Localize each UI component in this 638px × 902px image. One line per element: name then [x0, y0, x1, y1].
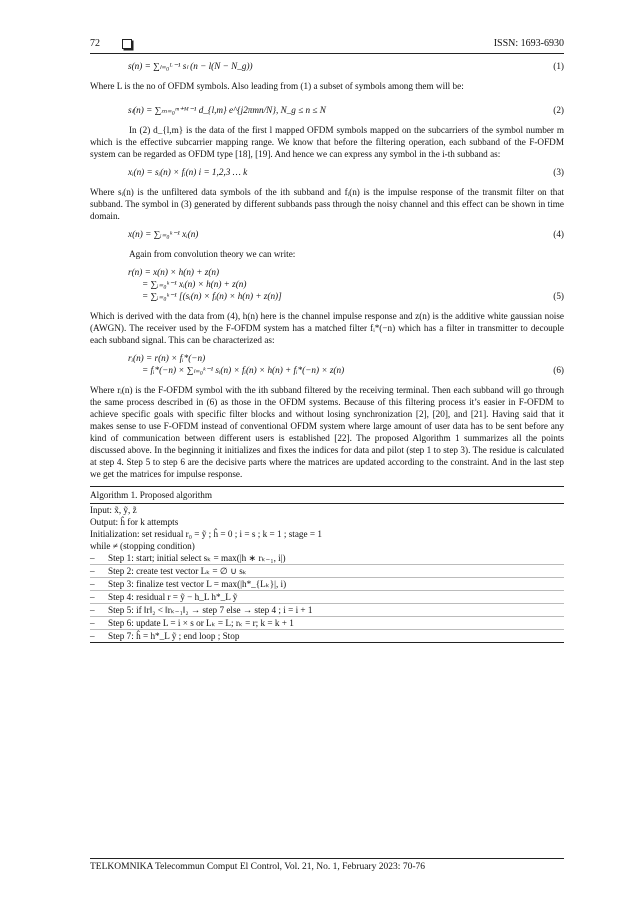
step-dash: – [90, 553, 95, 563]
equation-4 [90, 228, 564, 240]
step-dash: – [90, 631, 95, 641]
algorithm-input: Input: x̃, ỹ, z̃ [90, 505, 137, 515]
equation-6-number: (6) [553, 365, 564, 375]
step-text: Step 2: create test vector Lₖ = ∅ ∪ sₖ [108, 566, 247, 576]
algorithm-step [90, 590, 564, 603]
paragraph-3: Where sᵢ(n) is the unfiltered data symbols of the ith subband and fᵢ(n) is the impulse response of the transmit filter on that subband. The symbol in (3) generated by different subbands pass through the noisy channel and this effect can be shown in time domain. [90, 187, 564, 221]
equation-2 [90, 98, 564, 116]
equation-5-line-3: = ∑ᵢ₌₀ᵏ⁻¹ [(sᵢ(n) × fᵢ(n) × h(n) + z(n)] [142, 291, 282, 301]
equation-1-number: (1) [553, 61, 564, 71]
step-dash: – [90, 605, 95, 615]
page-number: 72 [90, 38, 100, 49]
algorithm-loop: while ≠ (stopping condition) [90, 541, 195, 551]
equation-6 [90, 352, 564, 376]
step-text: Step 3: finalize test vector L = max(|h*_{Lₖ}|, i) [108, 579, 287, 589]
algorithm-box [90, 486, 564, 643]
equation-6-line-2: = fᵢ*(−n) × ∑ₗ₌₀ᵏ⁻¹ sᵢ(n) × fᵢ(n) × h(n) + fᵢ*(−n) × z(n) [142, 365, 345, 375]
algorithm-init: Initialization: set residual r₀ = ỹ ; ĥ = 0 ; i = s ; k = 1 ; stage = 1 [90, 529, 322, 539]
box-icon [122, 39, 132, 49]
paragraph-5: Which is derived with the data from (4), h(n) here is the channel impulse response and z(n) is the additive white gaussian noise (AWGN). The receiver used by the F-OFDM system has a matched filter fᵢ*(−n) which has a filter in transmitter to decouple each subband signal. This can be characterized as: [90, 311, 564, 345]
algorithm-step [90, 564, 564, 577]
paragraph-4: Again from convolution theory we can write: [129, 249, 296, 259]
algorithm-title: Algorithm 1. Proposed algorithm [90, 487, 564, 504]
equation-6-line-1: rᵢ(n) = r(n) × fᵢ*(−n) [128, 353, 206, 363]
equation-2-number: (2) [553, 105, 564, 115]
step-text: Step 4: residual r = ỹ − h_L h*_L ỹ [108, 592, 238, 602]
equation-5-line-2: = ∑ᵢ₌₀ᵏ⁻¹ xᵢ(n) × h(n) + z(n) [142, 279, 247, 289]
algorithm-step [90, 552, 564, 564]
equation-3-text: xᵢ(n) = sᵢ(n) × fᵢ(n) i = 1,2,3 … k [128, 167, 248, 177]
algorithm-step [90, 616, 564, 629]
equation-4-number: (4) [553, 229, 564, 239]
equation-5-number: (5) [553, 291, 564, 301]
page-footer: TELKOMNIKA Telecommun Comput El Control, Vol. 21, No. 1, February 2023: 70-76 [90, 862, 425, 872]
equation-1-text: s(n) = ∑ₗ₌₀ᴸ⁻¹ sₗ (n − l(N − N_g)) [128, 61, 253, 71]
issn-label: ISSN: 1693-6930 [493, 38, 564, 49]
page-header [90, 38, 564, 52]
equation-5 [90, 266, 564, 302]
page-body [90, 60, 564, 643]
step-text: Step 1: start; initial select sₖ = max(|h ∗ rₖ₋₁, i|) [108, 553, 286, 563]
step-dash: – [90, 566, 95, 576]
algorithm-step [90, 603, 564, 616]
paragraph-1: Where L is the no of OFDM symbols. Also leading from (1) a subset of symbols among them will be: [90, 81, 464, 91]
paragraph-6: Where rᵢ(n) is the F-OFDM symbol with the ith subband filtered by the receiving terminal. Then each subband will go through the same process described in (6) as those in the OFDM systems. Because of this filtering process it’s easier in F-OFDM to achieve specific goals with specific filter blocks and without losing synchronization [2], [20], and [21]. Having said that it makes sense to use F-OFDM instead of conventional OFDM system where large amount of user data has to be sent before any kind of communication between different users is established [22]. The proposed Algorithm 1 summarizes all the points discussed above. In the beginning it initializes and fixes the indices for data and pilot (step 1 to step 3). The residue is calculated at step 4. Step 5 to step 6 are the decisive parts where the matrices are updated according to the constraint. And in the last step we get the matrices for impulse response. [90, 385, 564, 479]
step-text: Step 5: if ‖r‖₂ < ‖rₖ₋₁‖₂ → step 7 else → step 4 ; i = i + 1 [108, 605, 313, 615]
equation-3 [90, 166, 564, 178]
equation-3-number: (3) [553, 167, 564, 177]
algorithm-step [90, 577, 564, 590]
step-dash: – [90, 579, 95, 589]
header-rule [90, 53, 564, 54]
equation-2-text: sₗ(n) = ∑ₘ₌₀ᵐ⁺ᴹ⁻¹ d_{l,m} e^{j2πmn/N}, N_g ≤ n ≤ N [128, 105, 326, 115]
footer-rule [90, 858, 564, 859]
step-text: Step 7: ĥ = h*_L ỹ ; end loop ; Stop [108, 631, 240, 641]
step-text: Step 6: update L = i × s or Lₖ = L; rₖ = r; k = k + 1 [108, 618, 294, 628]
paragraph-2: In (2) d_{l,m} is the data of the first l mapped OFDM symbols mapped on the subcarriers of the symbol number m which is the effective subcarrier mapping range. We know that before the filtering operation, each subband of the F-OFDM system can be regarded as OFDM type [18], [19]. And hence we can express any symbol in the i-th subband as: [90, 125, 564, 159]
algorithm-step [90, 629, 564, 642]
equation-5-line-1: r(n) = x(n) × h(n) + z(n) [128, 267, 220, 277]
equation-1 [90, 60, 564, 72]
step-dash: – [90, 618, 95, 628]
algorithm-output: Output: ĥ for k attempts [90, 517, 179, 527]
step-dash: – [90, 592, 95, 602]
equation-4-text: x(n) = ∑ᵢ₌₀ᵏ⁻¹ xᵢ(n) [128, 229, 199, 239]
